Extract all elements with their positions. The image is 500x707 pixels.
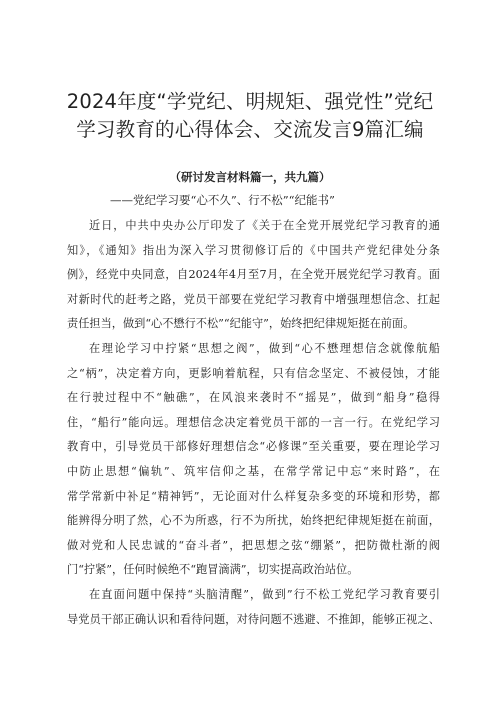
paragraph-2-line-8: 能辨得分明了然，心不为所惑，行不为所扰，始终把纪律规矩挺在前面， [67,514,440,528]
paragraph-1-line-3: 例》，经党中央同意，自2024年4月至7月，在全党开展党纪学习教育。面 [67,268,440,282]
paragraph-2-line-10: 门“拧紧”，任何时候绝不“跑冒滴满”，切实提高政治站位。 [67,563,359,577]
paragraph-2-line-6: 中防止思想“偏轨”、筑牢信仰之基，在常学常记中忘“来时路”，在 [67,464,440,478]
paragraph-2-line-2: 之“柄”，决定着方向，更影响着航程，只有信念坚定、不被侵蚀，才能 [67,366,440,380]
body-text [67,214,440,632]
paragraph-3-line-2: 导党员干部正确认识和看待问题，对待问题不逃避、不推卸，能够正视之、 [67,612,440,626]
paragraph-1-line-2: 知》，《通知》指出为深入学习贯彻修订后的《中国共产党纪律处分条 [67,243,440,257]
paragraph-1-line-5: 责任担当，做到“心不懋行不松”“纪能守”，始终把纪律规矩挺在前面。 [67,317,415,331]
paragraph-1-line-1: 近日，中共中央办公厅印发了《关于在全党开展党纪学习教育的通 [89,219,440,232]
document-tagline: ——党纪学习要“心不久”、行不松”“纪能书” [110,193,335,207]
title-line-1: 2024年度“学党纪、明规矩、强党性”党纪 [66,90,434,113]
paragraph-2-line-1: 在理论学习中拧紧“思想之阀”，做到“心不懋理想信念就像航船 [89,341,440,355]
paragraph-2-line-7: 常学常新中补足“精神钙”，无论面对什么样复杂多变的环境和形势，都 [67,489,440,503]
paragraph-2-line-3: 在行驶过程中不“触礁”，在风浪来袭时不“摇晃”，做到“船身”稳得 [67,391,440,405]
paragraph-2-line-5: 教育中，引导党员干部修好理想信念“必修课”至关重要，要在理论学习 [67,440,440,454]
document-title [20,88,480,144]
paragraph-2-line-4: 住，“船行”能向远。理想信念决定着党员干部的一言一行。在党纪学习 [67,415,440,429]
paragraph-3-line-1: 在直面问题中保持“头脑清醒”，做到”行不松工党纪学习教育要引 [89,587,440,601]
document-subtitle: （研讨发言材料篇一，共九篇） [169,170,331,184]
paragraph-2-line-9: 做对党和人民忠诚的“奋斗者”，把思想之弦“绷紧”，把防微杜渐的阀 [67,538,440,552]
title-line-2: 学习教育的心得体会、交流发言9篇汇编 [76,118,424,141]
paragraph-1-line-4: 对新时代的赶考之路，党员干部要在党纪学习教育中增强理想信念、扛起 [67,292,440,306]
